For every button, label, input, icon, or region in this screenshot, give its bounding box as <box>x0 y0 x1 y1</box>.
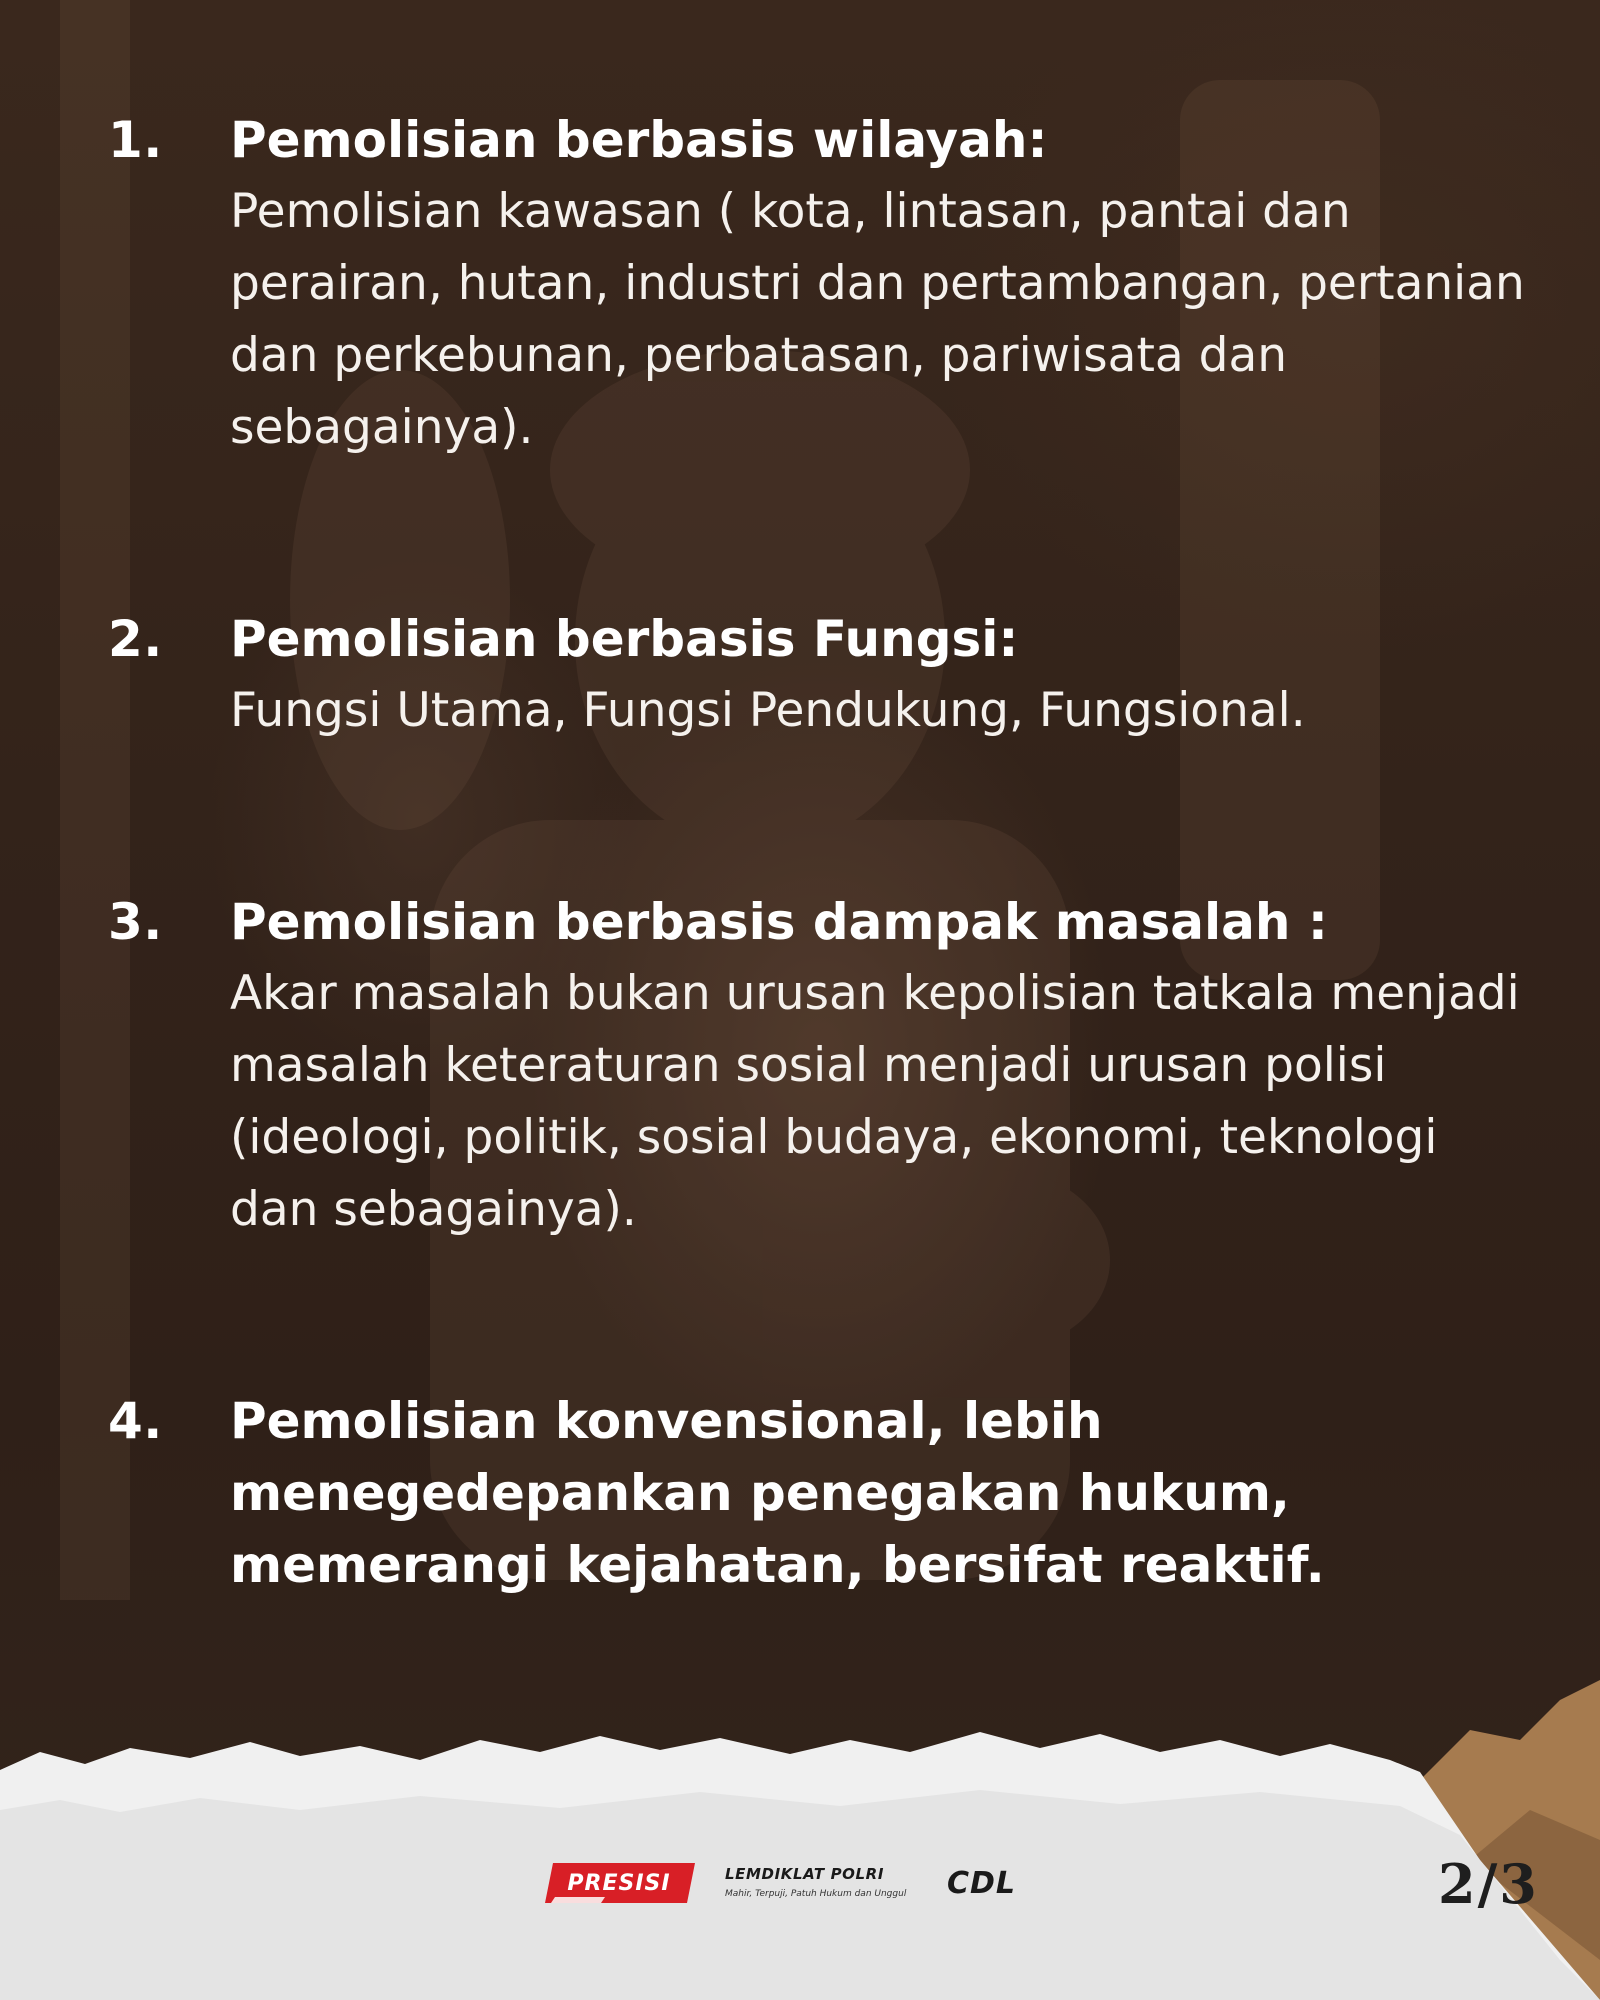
presisi-logo-shape <box>545 1859 695 1907</box>
footer-logos <box>545 1848 1065 1918</box>
item-number: 4. <box>108 1392 163 1450</box>
presisi-logo <box>545 1859 695 1907</box>
item-heading: Pemolisian konvensional, lebih menegedepankan penegakan hukum, memerangi kejahatan, bersifat reaktif. <box>230 1392 1325 1594</box>
item-body: Pemolisian kawasan ( kota, lintasan, pantai dan perairan, hutan, industri dan pertambangan, pertanian dan perkebunan, perbatasan, pariwisata dan sebagainya). <box>230 184 1525 455</box>
presisi-logo-text: PRESISI <box>567 1871 671 1896</box>
item-number: 3. <box>108 893 163 951</box>
item-body: Fungsi Utama, Fungsi Pendukung, Fungsional. <box>230 683 1306 738</box>
item-heading: Pemolisian berbasis Fungsi: <box>230 610 1019 668</box>
torn-paper-footer <box>0 1660 1600 2000</box>
item-heading: Pemolisian berbasis wilayah: <box>230 111 1048 169</box>
item-body: Akar masalah bukan urusan kepolisian tatkala menjadi masalah keteraturan sosial menjadi urusan polisi (ideologi, politik, sosial budaya, ekonomi, teknologi dan sebagainya). <box>230 966 1520 1237</box>
lemdiklat-tagline: Mahir, Terpuji, Patuh Hukum dan Unggul <box>725 1889 907 1899</box>
item-number: 1. <box>108 111 163 169</box>
cdl-logo: CDL <box>947 1865 1017 1901</box>
page-indicator: 2/3 <box>1438 1852 1539 1916</box>
lemdiklat-title: LEMDIKLAT POLRI <box>725 1865 885 1883</box>
lemdiklat-logo <box>725 1859 935 1907</box>
item-number: 2. <box>108 610 163 668</box>
item-heading: Pemolisian berbasis dampak masalah : <box>230 893 1328 951</box>
